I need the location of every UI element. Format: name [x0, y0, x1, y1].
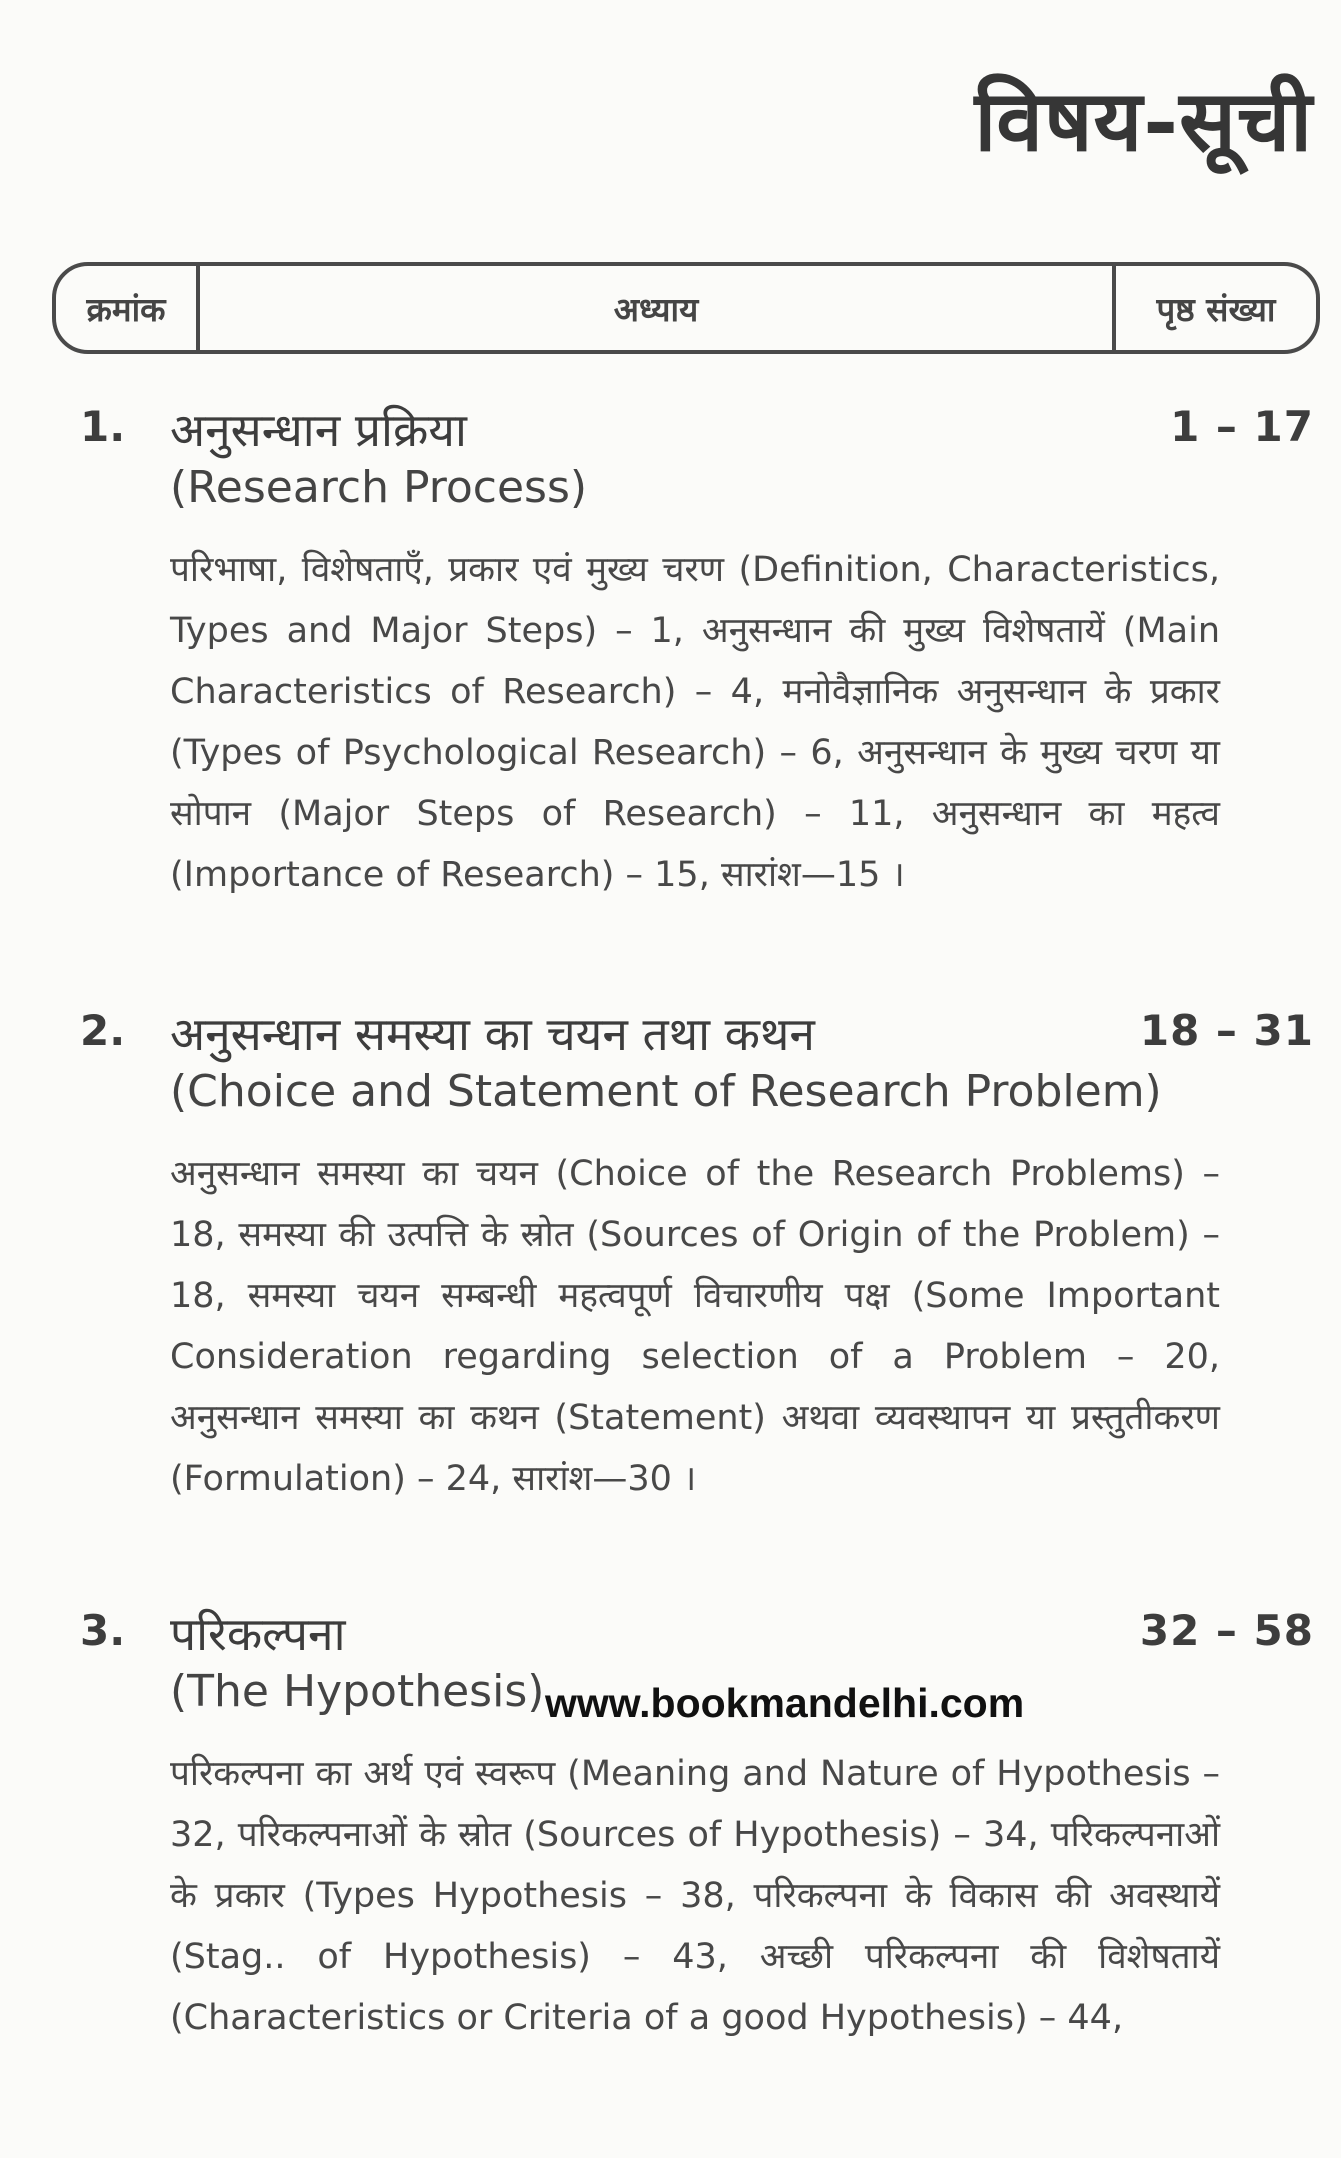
page-title: विषय-सूची [974, 71, 1313, 170]
entry-title-hindi: अनुसन्धान समस्या का चयन तथा कथन [170, 1007, 815, 1061]
entry-title-hindi: परिकल्पना [170, 1607, 346, 1661]
entry-title-english: (Research Process) [170, 462, 588, 513]
header-number: क्रमांक [56, 266, 200, 350]
entry-description: परिकल्पना का अर्थ एवं स्वरूप (Meaning and Nature of Hypothesis – 32, परिकल्पनाओं के स्रोत (Sources of Hypothesis) – 34, परिकल्पनाओं के प्रकार (Types Hypothesis – 38, परिकल्पना के विकास की अवस्थायें (Stag.. of Hypothesis) – 43, अच्छी परिकल्पना की विशेषतायें (Characteristics or Criteria of a good Hypothesis) – 44, [170, 1754, 1220, 2038]
header-chapter: अध्याय [200, 266, 1116, 350]
entry-description: अनुसन्धान समस्या का चयन (Choice of the Research Problems) – 18, समस्या की उत्पत्ति के स्रोत (Sources of Origin of the Problem) – 18, समस्या चयन सम्बन्धी महत्वपूर्ण विचारणीय पक्ष (Some Important Consideration regarding selection of a Problem – 20, अनुसन्धान समस्या का कथन (Statement) अथवा व्यवस्थापन या प्रस्तुतीकरण (Formulation) – 24, सारांश—30 । [170, 1154, 1220, 1499]
contents-header [52, 262, 1320, 354]
entry-number: 1. [80, 402, 126, 451]
watermark-url: www.bookmandelhi.com [545, 1680, 1025, 1726]
contents-entry-1 [80, 402, 1320, 962]
entry-number: 2. [80, 1006, 126, 1055]
entry-pages: 1 – 17 [1170, 402, 1314, 451]
entry-number: 3. [80, 1606, 126, 1655]
entry-pages: 32 – 58 [1139, 1606, 1314, 1655]
contents-entry-2 [80, 1006, 1320, 1566]
entry-title-english: (The Hypothesis) [170, 1666, 545, 1717]
entry-description: परिभाषा, विशेषताएँ, प्रकार एवं मुख्य चरण (Definition, Characteristics, Types and Major Steps) – 1, अनुसन्धान की मुख्य विशेषतायें (Main Characteristics of Research) – 4, मनोवैज्ञानिक अनुसन्धान के प्रकार (Types of Psychological Research) – 6, अनुसन्धान के मुख्य चरण या सोपान (Major Steps of Research) – 11, अनुसन्धान का महत्व (Importance of Research) – 15, सारांश—15 । [170, 550, 1220, 895]
header-pages: पृष्ठ संख्या [1156, 289, 1276, 329]
entry-title-english: (Choice and Statement of Research Problem) [170, 1066, 1162, 1117]
entry-pages: 18 – 31 [1139, 1006, 1314, 1055]
entry-title-hindi: अनुसन्धान प्रक्रिया [170, 403, 467, 457]
